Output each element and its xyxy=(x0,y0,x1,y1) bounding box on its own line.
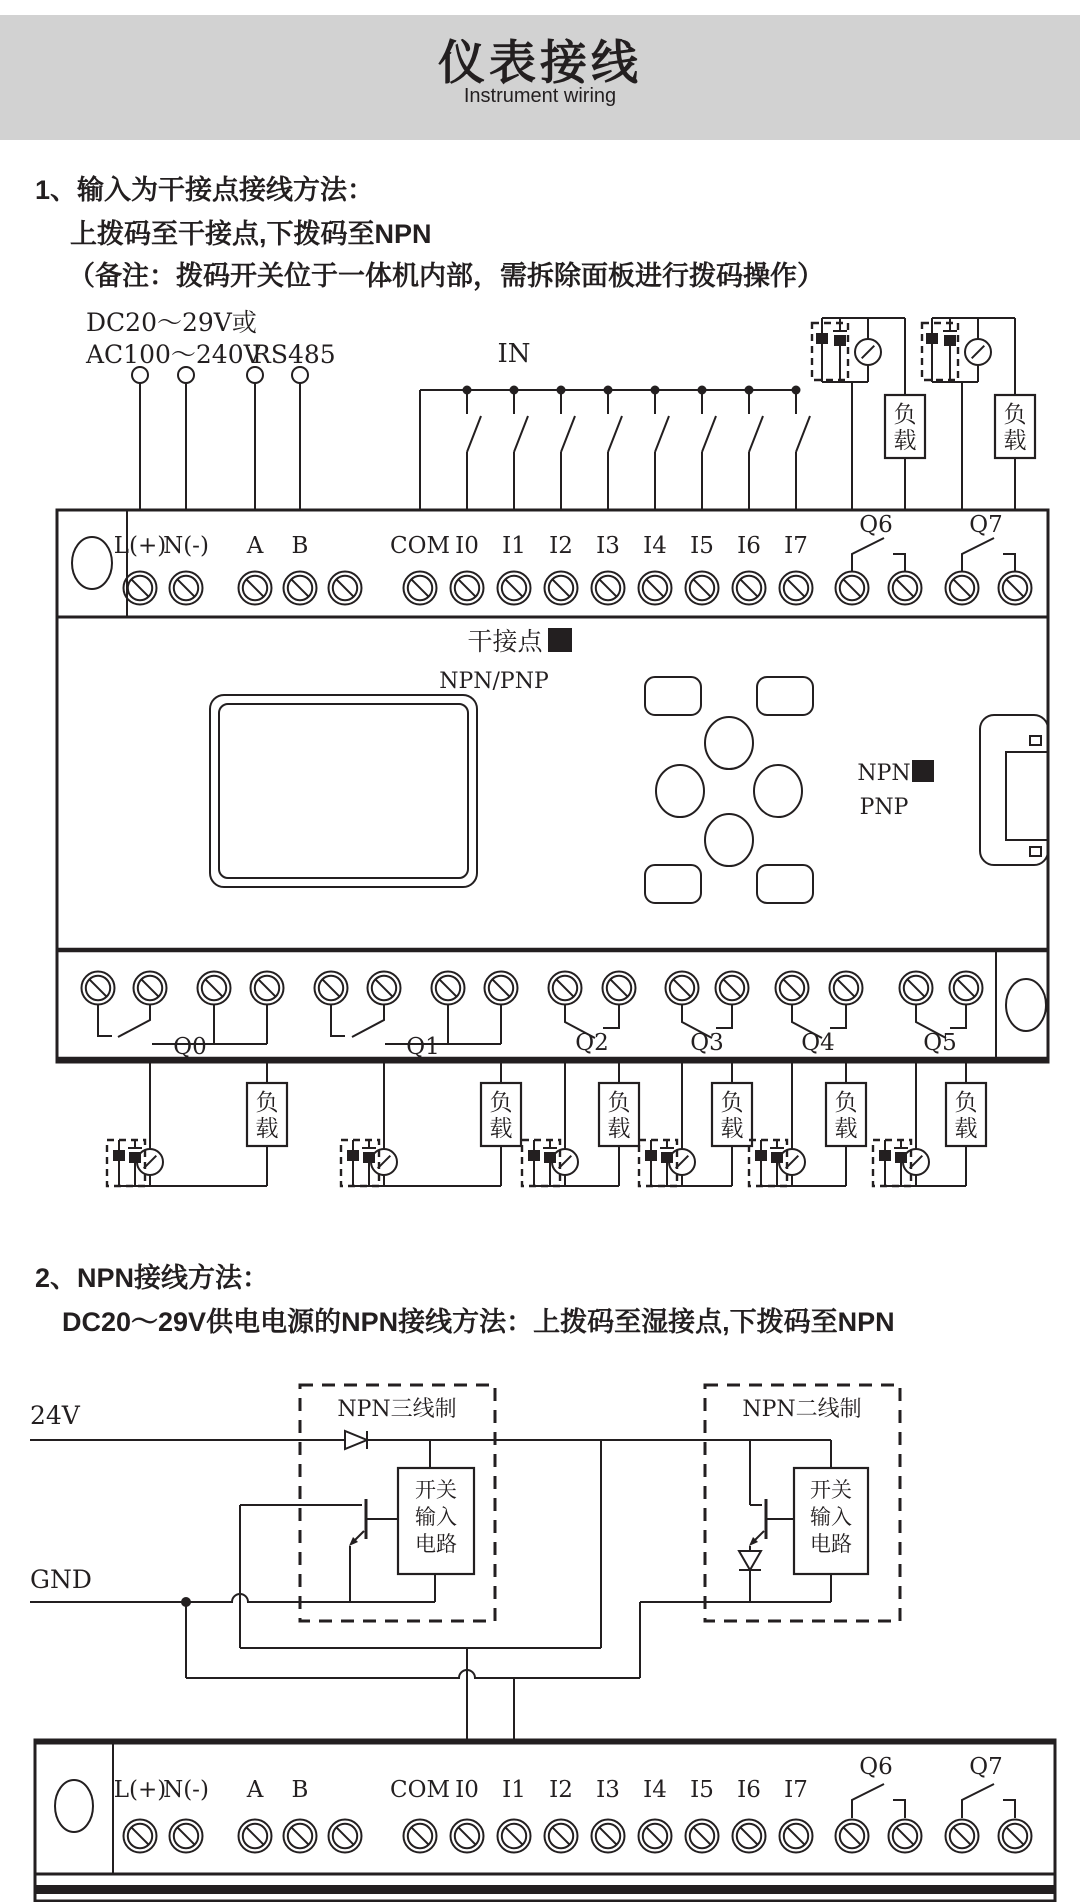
switch-circuit-text: 电路 xyxy=(810,1532,852,1556)
top-screw-terminals xyxy=(124,572,1032,605)
switch-circuit-text: 输入 xyxy=(810,1505,852,1529)
q0-load-circuit xyxy=(107,1062,287,1186)
section1-note: （备注：拨码开关位于一体机内部，需拆除面板进行拨码操作） xyxy=(68,261,824,291)
ground-label: GND xyxy=(30,1565,92,1594)
surge-source-icon xyxy=(855,339,881,365)
relay-q7-label: Q7 xyxy=(969,1754,1003,1780)
series-diode xyxy=(345,1431,367,1449)
terminal-label: B xyxy=(291,533,309,559)
terminal-label: I0 xyxy=(455,1777,479,1803)
bottom-terminal-strip xyxy=(35,1740,1055,1901)
terminal-label: COM xyxy=(389,533,451,559)
key-bottom-right xyxy=(757,865,813,903)
terminal-label: I1 xyxy=(502,533,526,559)
relay-contact-symbols xyxy=(852,538,1015,571)
terminal-label: I7 xyxy=(784,1777,808,1803)
section2-heading: 2、NPN接线方法： xyxy=(35,1263,270,1293)
q6-load-circuit xyxy=(812,318,925,510)
q4-load-circuit xyxy=(749,1062,866,1186)
load-label: 负 xyxy=(893,402,917,428)
load-label: 负 xyxy=(255,1090,279,1116)
relay-q6-label: Q6 xyxy=(859,512,893,538)
terminal-label: A xyxy=(246,1777,264,1803)
page-title: 仪表接线 xyxy=(438,36,642,89)
load-label: 负 xyxy=(489,1090,513,1116)
dip-switch-position-icon xyxy=(548,628,572,652)
mounting-hole xyxy=(1006,979,1046,1031)
load-label: 负 xyxy=(720,1090,744,1116)
key-left xyxy=(656,765,704,817)
key-down xyxy=(705,814,753,866)
load-label: 载 xyxy=(489,1116,513,1142)
terminal-label: I2 xyxy=(549,533,573,559)
load-label: 载 xyxy=(893,428,917,454)
bottom-relay-contacts xyxy=(98,1005,966,1060)
load-label: 载 xyxy=(1003,428,1027,454)
rs485-label: RS485 xyxy=(252,340,336,369)
load-label: 载 xyxy=(954,1116,978,1142)
dip-switch-annotations xyxy=(439,627,934,820)
relay-q6-label: Q6 xyxy=(859,1754,893,1780)
dip-switch-position-icon xyxy=(912,760,934,782)
junction-dot xyxy=(181,1597,191,1607)
input-switch-bank xyxy=(420,386,810,511)
terminal-label: I2 xyxy=(549,1777,573,1803)
terminal-label: I6 xyxy=(737,1777,761,1803)
side-connector xyxy=(980,715,1048,865)
bottom-screw-terminals xyxy=(82,972,983,1005)
section2-subheading: DC20～29V供电电源的NPN接线方法：上拨码至湿接点,下拨码至NPN xyxy=(62,1307,895,1337)
mounting-hole xyxy=(55,1780,93,1832)
switch-circuit-text: 电路 xyxy=(415,1532,457,1556)
switch-circuit-text: 输入 xyxy=(415,1505,457,1529)
page-subtitle: Instrument wiring xyxy=(463,84,617,107)
dip-right-label: NPN xyxy=(857,761,911,786)
terminal-label: L(+) xyxy=(113,1777,167,1803)
load-label: 负 xyxy=(607,1090,631,1116)
q2-load-circuit xyxy=(522,1062,639,1186)
page-header xyxy=(0,15,1080,140)
sensor-2wire-label: NPN二线制 xyxy=(742,1397,862,1422)
key-top-left xyxy=(645,677,701,715)
load-label: 载 xyxy=(720,1116,744,1142)
protection-diode xyxy=(739,1551,761,1570)
dip-top-sublabel: NPN/PNP xyxy=(439,669,549,694)
top-terminal-labels xyxy=(114,512,1015,571)
terminal-label: I7 xyxy=(784,533,808,559)
terminal-label: COM xyxy=(389,1777,451,1803)
key-bottom-left xyxy=(645,865,701,903)
terminal-label: I3 xyxy=(596,1777,620,1803)
switch-circuit-text: 开关 xyxy=(415,1478,457,1502)
sensor-3wire-label: NPN三线制 xyxy=(337,1397,457,1422)
display-screen xyxy=(210,695,477,887)
load-label: 负 xyxy=(834,1090,858,1116)
relay-q3-label: Q3 xyxy=(690,1030,724,1056)
dip-right-sublabel: PNP xyxy=(859,795,909,820)
terminal-label: I4 xyxy=(643,1777,667,1803)
dip-top-label: 干接点 xyxy=(467,627,543,656)
section1-subheading: 上拨码至干接点,下拨码至NPN xyxy=(70,219,432,249)
input-group-label: IN xyxy=(497,339,531,369)
terminal-label: I4 xyxy=(643,533,667,559)
terminal-label: I5 xyxy=(690,533,714,559)
key-top-right xyxy=(757,677,813,715)
switch-circuit-text: 开关 xyxy=(810,1478,852,1502)
supply-24v-label: 24V xyxy=(30,1401,80,1430)
mounting-hole xyxy=(72,537,112,589)
terminal-label: L(+) xyxy=(113,533,167,559)
q5-load-circuit xyxy=(873,1062,986,1186)
key-right xyxy=(754,765,802,817)
power-input-pins xyxy=(132,367,308,510)
terminal-label: I6 xyxy=(737,533,761,559)
surge-source-icon xyxy=(965,339,991,365)
load-label: 负 xyxy=(954,1090,978,1116)
relay-contact-symbols xyxy=(852,1784,1015,1818)
load-label: 载 xyxy=(255,1116,279,1142)
npn-2wire-sensor xyxy=(705,1385,900,1621)
terminal-label: I1 xyxy=(502,1777,526,1803)
keypad xyxy=(645,677,813,903)
terminal-label: B xyxy=(291,1777,309,1803)
terminal-label: I3 xyxy=(596,533,620,559)
relay-q5-label: Q5 xyxy=(923,1030,957,1056)
q7-load-circuit xyxy=(922,318,1035,510)
key-up xyxy=(705,717,753,769)
terminal-label: I0 xyxy=(455,533,479,559)
relay-q1-label: Q1 xyxy=(406,1034,440,1060)
dry-contact-wiring-diagram xyxy=(0,300,1080,1200)
power-range-label2: AC100～240V xyxy=(86,340,262,369)
q3-load-circuit xyxy=(639,1062,752,1186)
terminal-label: N(-) xyxy=(163,533,209,559)
terminal-label: I5 xyxy=(690,1777,714,1803)
power-range-label: DC20～29V或 xyxy=(86,308,257,337)
section1-heading: 1、输入为干接点接线方法： xyxy=(35,175,375,205)
relay-q2-label: Q2 xyxy=(575,1030,609,1056)
relay-q4-label: Q4 xyxy=(801,1030,835,1056)
terminal-label: N(-) xyxy=(163,1777,209,1803)
load-label: 负 xyxy=(1003,402,1027,428)
q1-load-circuit xyxy=(341,1062,521,1186)
terminal-label: A xyxy=(246,533,264,559)
load-label: 载 xyxy=(834,1116,858,1142)
npn-wiring-diagram xyxy=(0,1350,1080,1902)
npn-3wire-sensor xyxy=(300,1385,495,1621)
load-label: 载 xyxy=(607,1116,631,1142)
relay-q0-label: Q0 xyxy=(173,1034,207,1060)
relay-q7-label: Q7 xyxy=(969,512,1003,538)
